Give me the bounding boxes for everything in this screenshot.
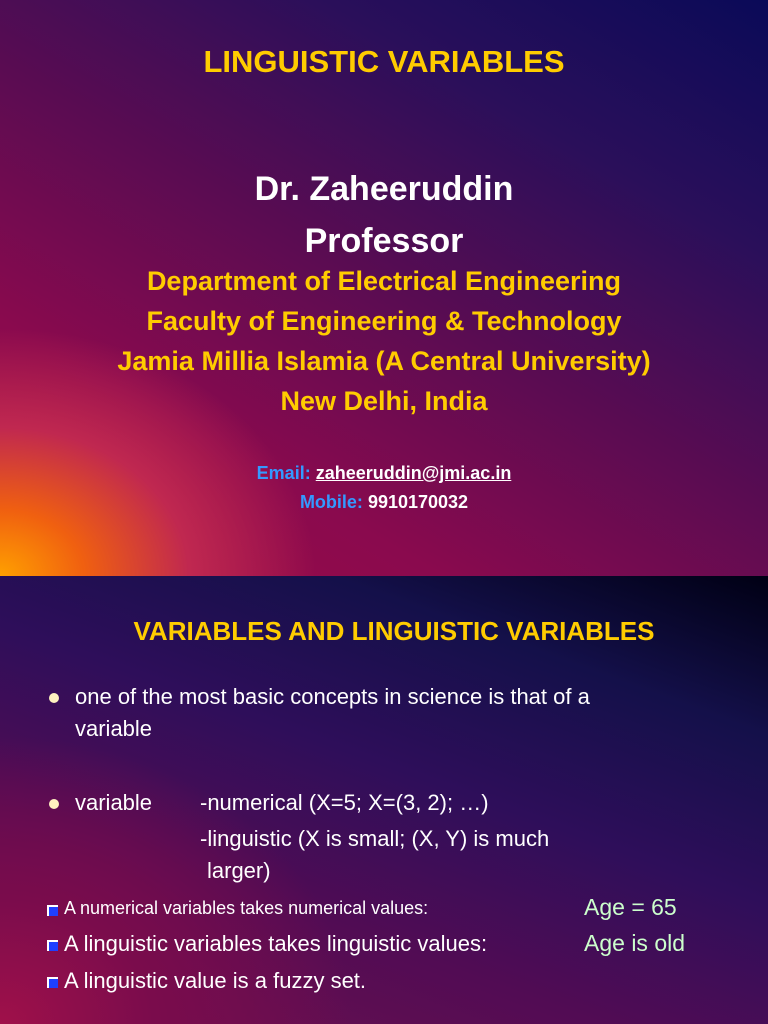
- square-bullet-icon: [47, 977, 58, 988]
- slide-title: LINGUISTIC VARIABLES: [203, 44, 565, 79]
- point-fuzzy-set-text: A linguistic value is a fuzzy set.: [64, 968, 367, 993]
- author-name: Dr. Zaheeruddin: [254, 170, 514, 208]
- bullet-text: one of the most basic concepts in science is that of a: [75, 684, 590, 709]
- point-linguistic-text: A linguistic variables takes linguistic values:: [64, 931, 488, 956]
- square-bullet-icon: [47, 905, 58, 916]
- email-label: Email:: [256, 463, 311, 483]
- numerical-definition: -numerical (X=5; X=(3, 2); …): [200, 790, 489, 815]
- point-numerical-example: Age = 65: [584, 894, 677, 920]
- bullet-text-continued: variable: [75, 716, 153, 741]
- bullet-dot-icon: [49, 693, 59, 703]
- email-line: [0, 463, 768, 484]
- bullet-dot-icon: [49, 799, 59, 809]
- linguistic-definition-continued: larger): [207, 858, 271, 883]
- point-linguistic-example: Age is old: [584, 930, 686, 956]
- square-bullet-icon: [47, 940, 58, 951]
- affiliation-faculty: Faculty of Engineering & Technology: [146, 306, 622, 336]
- linguistic-definition: -linguistic (X is small; (X, Y) is much: [200, 826, 550, 851]
- point-numerical-text: A numerical variables takes numerical values:: [64, 898, 429, 918]
- variable-label: variable: [75, 790, 153, 815]
- mobile-number: 9910170032: [367, 492, 469, 512]
- email-link[interactable]: zaheeruddin@jmi.ac.in: [315, 463, 512, 483]
- affiliation-department: Department of Electrical Engineering: [146, 266, 622, 296]
- author-role: Professor: [304, 222, 464, 260]
- slide-title: VARIABLES AND LINGUISTIC VARIABLES: [133, 616, 655, 646]
- mobile-label: Mobile:: [299, 492, 363, 512]
- mobile-line: [0, 492, 768, 513]
- affiliation-location: New Delhi, India: [280, 386, 488, 416]
- content-slide: [0, 576, 768, 1024]
- affiliation-university: Jamia Millia Islamia (A Central University): [117, 346, 651, 376]
